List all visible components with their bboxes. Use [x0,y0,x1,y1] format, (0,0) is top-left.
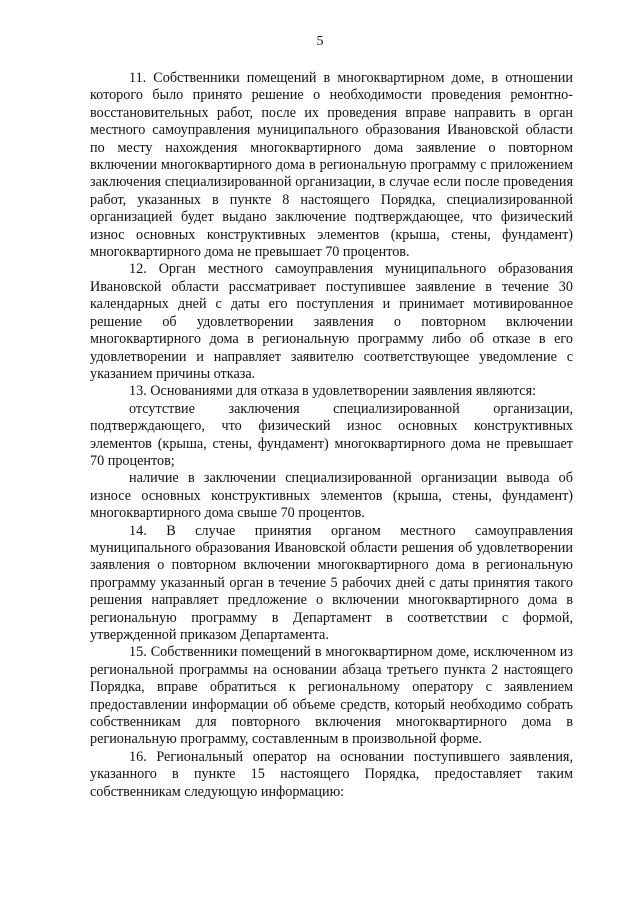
paragraph-12: 12. Орган местного самоуправления муниципального образования Ивановской области рассматривает поступившее заявление в течение 30 календарных дней с даты его поступления и принимает мотивированное решение об удовлетворении заявления о повторном включении многоквартирного дома в региональную программу либо об отказе в его удовлетворении и направляет заявителю соответствующее уведомление с указанием причины отказа. [90,261,573,382]
page-number: 5 [316,34,324,49]
document-body [90,70,573,801]
paragraph-11: 11. Собственники помещений в многоквартирном доме, в отношении которого было принято решение о необходимости проведения ремонтно-восстановительных работ, после их проведения вправе направить в орган местного самоуправления муниципального образования Ивановской области по месту нахождения многоквартирного дома заявление о повторном включении многоквартирного дома в региональную программу с приложением заключения специализированной организации, в случае если после проведения работ, указанных в пункте 8 настоящего Порядка, специализированной организацией будет выдано заключение подтверждающее, что физический износ основных конструктивных элементов (крыша, стены, фундамент) многоквартирного дома не превышает 70 процентов. [90,70,573,261]
paragraph-16: 16. Региональный оператор на основании поступившего заявления, указанного в пункте 15 настоящего Порядка, предоставляет таким собственникам следующую информацию: [90,748,573,800]
paragraph-14: 14. В случае принятия органом местного самоуправления муниципального образования Ивановской области решения об удовлетворении заявления о повторном включении многоквартирного дома в региональную программу указанный орган в течение 5 рабочих дней с даты принятия такого решения направляет предложение о включении многоквартирного дома в региональную программу в Департамент в соответствии с формой, утвержденной приказом Департамента. [90,522,573,643]
paragraph-13-item-2: наличие в заключении специализированной организации вывода об износе основных конструктивных элементов (крыша, стены, фундамент) многоквартирного дома свыше 70 процентов. [90,470,573,522]
paragraph-13: 13. Основаниями для отказа в удовлетворении заявления являются: [129,383,537,400]
paragraph-15: 15. Собственники помещений в многоквартирном доме, исключенном из региональной программы на основании абзаца третьего пункта 2 настоящего Порядка, вправе обратиться к региональному оператору с заявлением предоставлении информации об объеме средств, который необходимо собрать собственникам для повторного включения многоквартирного дома в региональную программу, составленным в произвольной форме. [90,644,573,748]
paragraph-13-item-1: отсутствие заключения специализированной организации, подтверждающего, что физический износ основных конструктивных элементов (крыша, стены, фундамент) многоквартирного дома не превышает 70 процентов; [90,400,573,469]
